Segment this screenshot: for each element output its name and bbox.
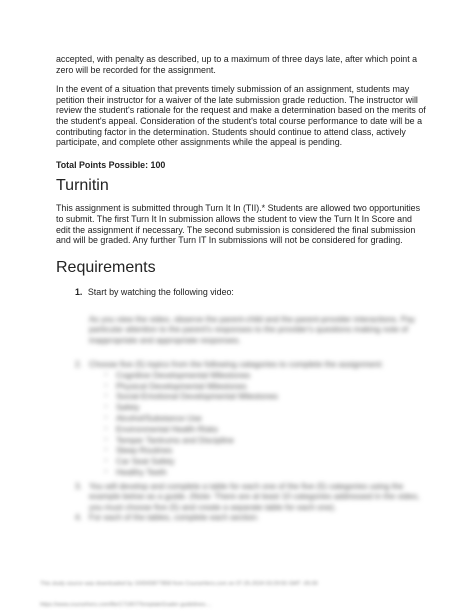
list-item: ○ Environmental Health Risks [104,424,426,435]
step-number: 2. [75,359,82,370]
topic-list [56,370,426,478]
document-page [56,54,426,523]
step-text: Choose five (5) topics from the following categories to complete the assignment: [89,359,384,370]
late-policy-paragraph: accepted, with penalty as described, up to a maximum of three days late, after which point a zero will be recorded for the assignment. [56,54,418,75]
requirement-step-1 [75,287,426,298]
requirement-step-3 [75,481,426,513]
list-item: ○ Alcohol/Substance Use [104,413,426,424]
requirement-step-2 [75,359,426,370]
step-number: 3. [75,480,82,491]
download-notice: This study source was downloaded by 100000877858 from CourseHero.com on 07-25-2024 03:29:55 GMT -05:00 [40,581,318,587]
turnitin-heading: Turnitin [56,177,109,195]
step-text: For each of the tables, complete each section: [89,512,259,523]
list-item: ○ Safety [104,402,426,413]
total-points: Total Points Possible: 100 [56,159,166,170]
step-number: 1. [75,286,83,297]
blurred-preview-content [56,314,426,523]
waiver-paragraph: In the event of a situation that prevents timely submission of an assignment, students may petition their instructor for a waiver of the late submission grade reduction. The instructor will review the student's rationale for the request and make a determination based on the merits of the student's appeal. Consideration of the student's total course performance to date will be a contributing factor in the determination. Students should continue to attend class, actively participate, and complete other assignments while the appeal is pending. [56,84,426,148]
list-item: ○ Healthy Teeth [104,467,426,478]
list-item: ○ Physical Developmental Milestones [104,381,426,392]
source-url[interactable]: https://www.coursehero.com/file/171907/TemplateGrader-guidelines-... [40,602,212,608]
requirements-heading: Requirements [56,258,156,276]
step-text: Start by watching the following video: [87,286,234,297]
list-item: ○ Temper Tantrums and Discipline [104,435,426,446]
step-text: You will develop and complete a table for each one of the five (5) categories using the example below as a guide. (Note: There are at least 10 categories addressed in the video, you must choose five (5) and create a separate table for each one). [89,480,420,512]
list-item: ○ Cognitive Developmental Milestones [104,370,426,381]
turnitin-paragraph: This assignment is submitted through Turn It In (TII).* Students are allowed two opportunities to submit. The first Turn It In submission allows the student to view the Turn It In Score and edit the assignment if necessary. The second submission is considered the final submission and will be graded. Any further Turn IT In submissions will not be considered for grading. [56,203,421,246]
list-item: ○ Sleep Routines [104,445,426,456]
video-note: As you view the video, observe the parent-child and the parent-provider interactions. Pay particular attention to the parent's responses to the provider's questions making note of inappropriate and appropriate responses. [89,313,416,345]
step-number: 4. [75,512,82,523]
list-item: ○ Social-Emotional Developmental Milestones [104,391,426,402]
list-item: ○ Car Seat Safety [104,456,426,467]
requirement-step-4 [75,512,426,523]
